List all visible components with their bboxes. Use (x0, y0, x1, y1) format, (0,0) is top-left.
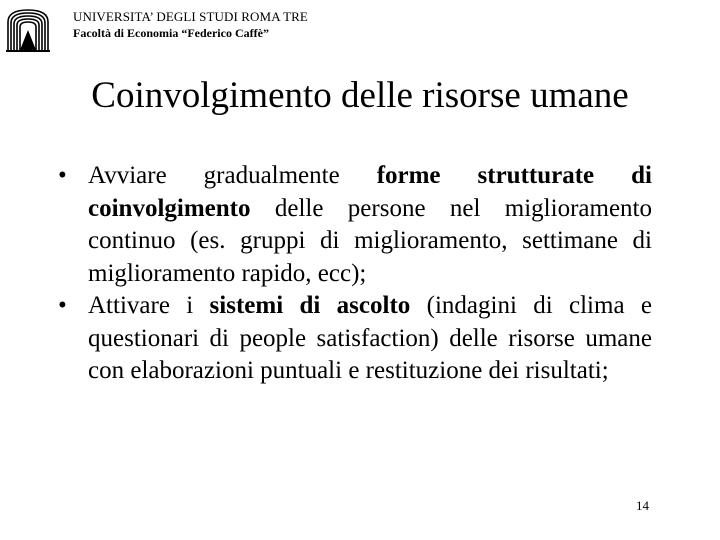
slide-header (73, 9, 308, 41)
bullet-emphasis: forme strutturate di coinvolgimento (88, 162, 652, 222)
bullet-emphasis: sistemi di ascolto (209, 292, 411, 319)
bullet-item-coinvolgimento (58, 160, 652, 290)
slide-title: Coinvolgimento delle risorse umane (91, 75, 629, 116)
bullet-text-segment: (indagini di clima e questionari di people satisfaction) delle risorse umane con elaborazioni puntuali e restituzione dei risultati; (88, 292, 652, 384)
page-number: 14 (636, 498, 649, 513)
university-logo-icon (6, 8, 50, 52)
bullet-symbol: • (58, 292, 67, 319)
bullet-text-segment: Attivare i (88, 292, 210, 319)
bullet-symbol: • (58, 162, 67, 189)
faculty-name: Facoltà di Economia “Federico Caffè” (73, 26, 269, 40)
bullet-text-segment: delle persone nel miglioramento continuo (es. gruppi di miglioramento, settimane di miglioramento rapido, ecc); (88, 194, 652, 287)
university-name: UNIVERSITA’ DEGLI STUDI ROMA TRE (73, 9, 308, 24)
bullet-text-segment: Avviare gradualmente (88, 162, 377, 189)
bullet-item-ascolto (58, 290, 652, 388)
bullet-list (58, 160, 652, 388)
